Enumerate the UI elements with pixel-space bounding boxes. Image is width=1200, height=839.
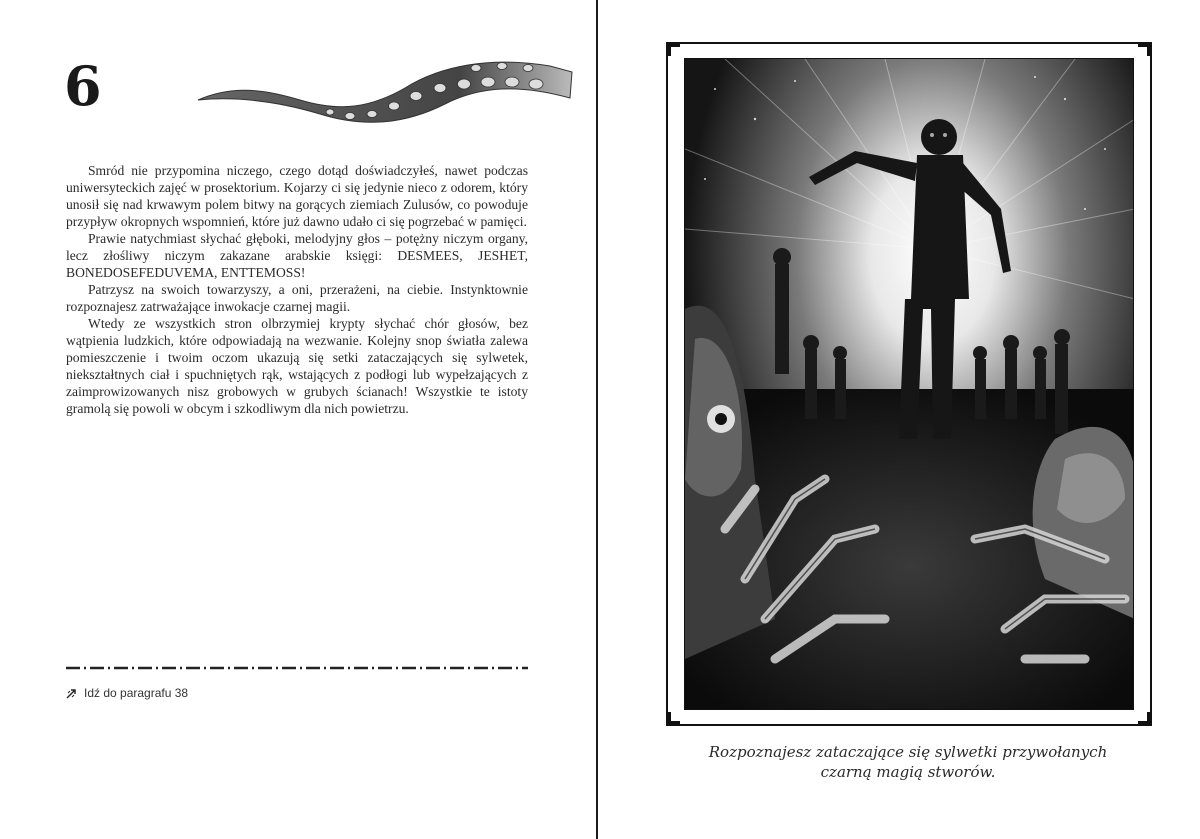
illustration bbox=[684, 58, 1134, 710]
chapter-body bbox=[66, 162, 528, 417]
paragraph: Prawie natychmiast słychać głęboki, melodyjny głos – potężny niczym organy, lecz złośliwy niczym zakazane arabskie księgi: DESMEES, JESHET, BONEDOSEFEDUVEMA, ENTTEMOSS! bbox=[66, 231, 528, 280]
caption-line: Rozpoznajesz zataczające się sylwetki przywołanych bbox=[708, 743, 1108, 761]
arrow-icon bbox=[66, 687, 78, 699]
corner-ornament bbox=[668, 44, 680, 56]
paragraph: Wtedy ze wszystkich stron olbrzymiej krypty słychać chór głosów, bez wątpienia ludzkich, które odpowiadają na wezwanie. Kolejny snop światła zalewa pomieszczenie i twoim oczom ukazują się setki zataczających się sylwetek, niekształtnych ciał i spuchniętych rąk, wstających z podłogi lub wypełzających z zaimprowizowanych nisz grobowych w grubych ścianach! Wszystkie te istoty gramolą się powoli w obcym i szkodliwym dla nich powietrzu. bbox=[66, 316, 528, 416]
caption-line: czarną magią stworów. bbox=[820, 763, 996, 781]
ornamental-divider bbox=[66, 664, 528, 672]
illustration-caption bbox=[680, 742, 1136, 782]
paragraph: Patrzysz na swoich towarzyszy, a oni, przerażeni, na ciebie. Instynktownie rozpoznajesz zatrważające inwokacje czarnej magii. bbox=[66, 282, 528, 314]
corner-ornament bbox=[668, 712, 680, 724]
zombie-horde-illustration bbox=[685, 59, 1134, 710]
left-page bbox=[0, 0, 596, 839]
goto-paragraph-link[interactable] bbox=[66, 686, 188, 700]
corner-ornament bbox=[1138, 712, 1150, 724]
goto-paragraph-text: Idź do paragrafu 38 bbox=[84, 686, 189, 700]
corner-ornament bbox=[1138, 44, 1150, 56]
paragraph: Smród nie przypomina niczego, czego dotąd doświadczyłeś, nawet podczas uniwersyteckich zajęć w prosektorium. Kojarzy ci się jedynie nieco z odorem, który unosił się nad krwawym polem bitwy na gorących ziemiach Zulusów, co powoduje przypływ okropnych wspomnień, które już dawno udało ci się pogrzebać w pamięci. bbox=[66, 163, 528, 229]
tentacle-ornament bbox=[190, 38, 580, 128]
chapter-number: 6 bbox=[64, 54, 102, 118]
